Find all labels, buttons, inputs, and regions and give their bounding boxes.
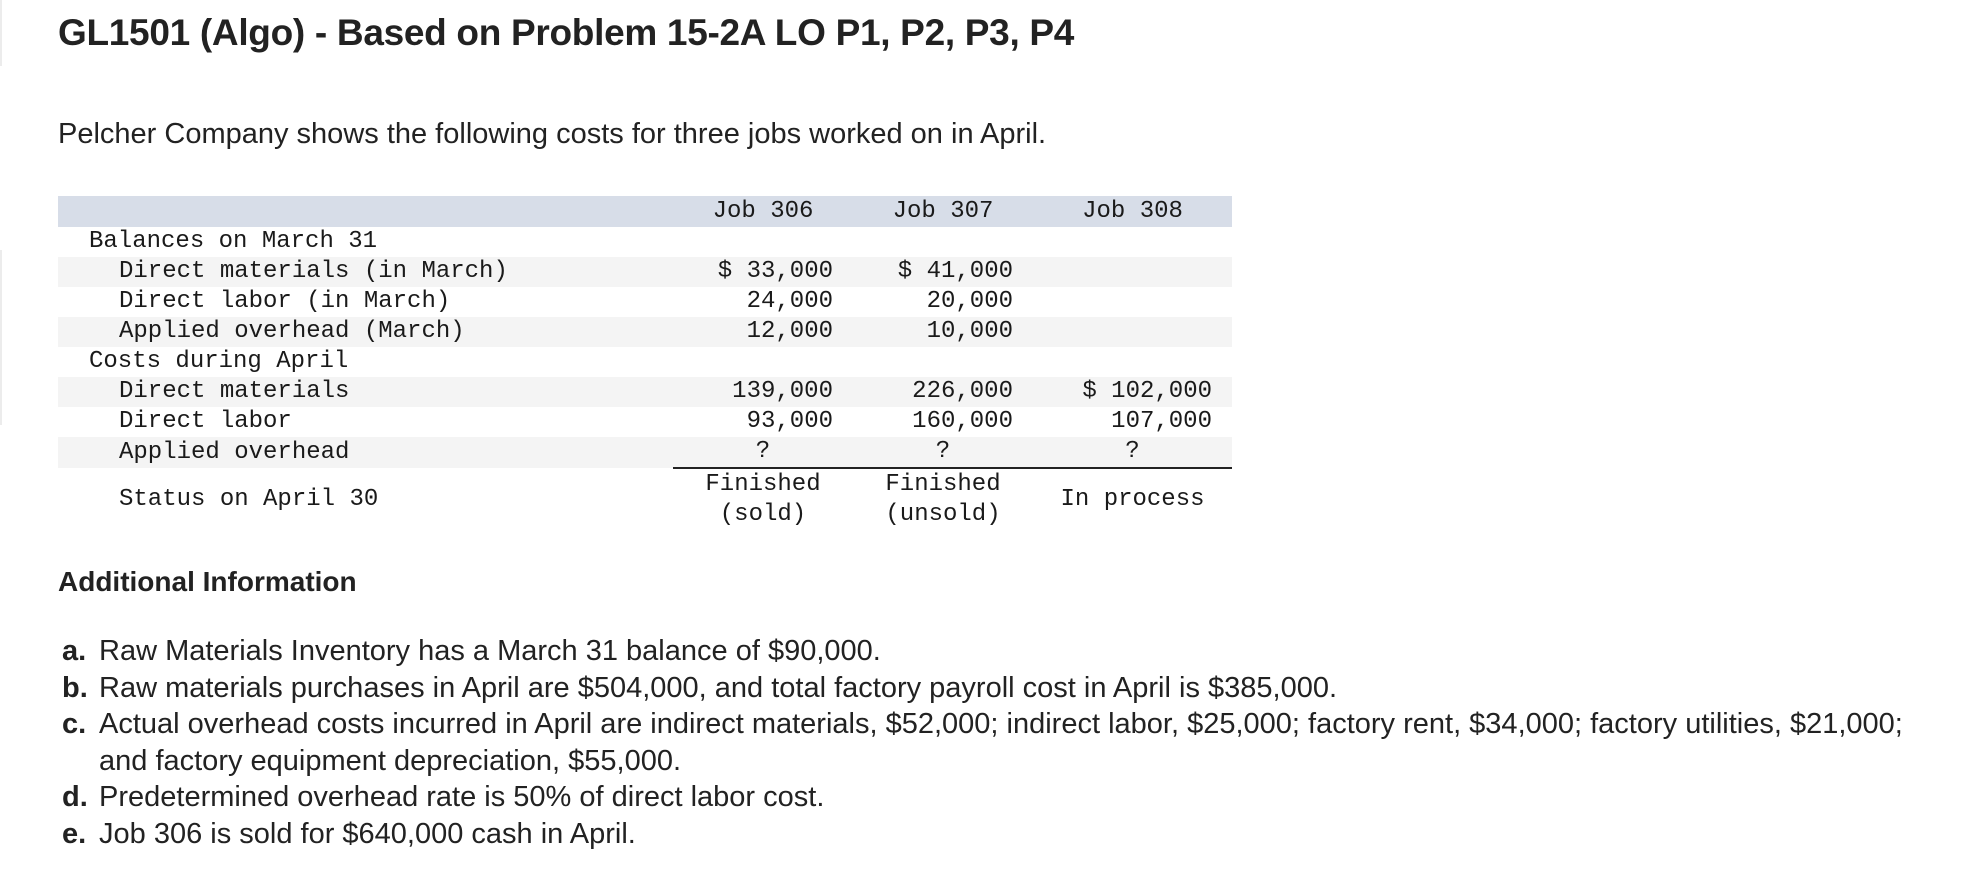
status-line: Finished bbox=[885, 471, 1001, 498]
section-row-april bbox=[58, 347, 1232, 377]
list-item bbox=[62, 670, 1942, 707]
status-line: (unsold) bbox=[885, 501, 1001, 528]
cell-value bbox=[1033, 287, 1232, 317]
job-cost-table bbox=[58, 196, 1232, 531]
additional-info-list bbox=[62, 633, 1942, 852]
item-letter: a. bbox=[62, 635, 87, 667]
cell-value: 160,000 bbox=[912, 408, 1013, 435]
table-header-row bbox=[58, 196, 1232, 227]
cell-value: $ 102,000 bbox=[1033, 377, 1232, 407]
item-text: Actual overhead costs incurred in April are indirect materials, $52,000; indirect labor, $25,000; factory rent, $34,000; factory utilities, $21,000; and factory equipment depreciation, $55,000. bbox=[99, 708, 1903, 777]
left-margin-rule bbox=[0, 0, 2, 66]
cell-value: ? bbox=[853, 437, 1033, 468]
header-blank-cell bbox=[58, 196, 673, 227]
item-letter: d. bbox=[62, 781, 88, 813]
row-label: Applied overhead (March) bbox=[58, 317, 673, 347]
section-label-balances: Balances on March 31 bbox=[89, 228, 378, 255]
item-letter: e. bbox=[62, 817, 87, 850]
row-label: Status on April 30 bbox=[58, 468, 673, 531]
additional-info-heading: Additional Information bbox=[58, 566, 357, 597]
table-row bbox=[58, 437, 1232, 468]
cell-value: $ 41,000 bbox=[853, 257, 1033, 287]
item-letter: b. bbox=[62, 671, 88, 704]
table-row bbox=[58, 317, 1232, 347]
header-job-306: Job 306 bbox=[673, 196, 853, 227]
cell-value: 10,000 bbox=[853, 317, 1033, 347]
item-text: Raw materials purchases in April are $504,000, and total factory payroll cost in April is $385,000. bbox=[99, 671, 1338, 704]
row-label: Direct materials (in March) bbox=[58, 257, 673, 287]
table-row bbox=[58, 377, 1232, 407]
cell-value bbox=[1033, 317, 1232, 347]
row-label: Applied overhead bbox=[58, 437, 673, 468]
left-margin-rule bbox=[0, 250, 2, 425]
row-label: Direct labor bbox=[119, 408, 292, 435]
list-item bbox=[62, 706, 1942, 779]
status-cell-job-308 bbox=[1033, 468, 1232, 531]
cell-value: 24,000 bbox=[746, 288, 833, 315]
cell-value: 226,000 bbox=[853, 377, 1033, 407]
item-text: Predetermined overhead rate is 50% of direct labor cost. bbox=[99, 781, 825, 813]
header-job-307: Job 307 bbox=[853, 196, 1033, 227]
list-item bbox=[62, 633, 1942, 670]
cell-value: ? bbox=[1033, 437, 1232, 468]
cell-value: $ 33,000 bbox=[673, 257, 853, 287]
cell-value: 107,000 bbox=[1111, 408, 1212, 435]
cell-value bbox=[1033, 257, 1232, 287]
table-row bbox=[58, 257, 1232, 287]
list-item bbox=[62, 816, 1942, 853]
section-label-april: Costs during April bbox=[89, 348, 349, 375]
row-label: Direct labor (in March) bbox=[119, 288, 451, 315]
status-row bbox=[58, 468, 1232, 531]
page-title: GL1501 (Algo) - Based on Problem 15-2A LO P1, P2, P3, P4 bbox=[58, 12, 1075, 53]
status-cell-job-307 bbox=[853, 468, 1033, 531]
cell-value: 20,000 bbox=[926, 288, 1013, 315]
table-row bbox=[58, 407, 1232, 437]
problem-intro: Pelcher Company shows the following costs for three jobs worked on in April. bbox=[58, 118, 1047, 150]
item-letter: c. bbox=[62, 708, 87, 740]
status-cell-job-306 bbox=[673, 468, 853, 531]
item-text: Raw Materials Inventory has a March 31 balance of $90,000. bbox=[99, 635, 881, 667]
cell-value: 12,000 bbox=[673, 317, 853, 347]
list-item bbox=[62, 779, 1942, 816]
status-line: Finished bbox=[705, 471, 821, 498]
status-line: (sold) bbox=[719, 501, 807, 528]
section-row-balances bbox=[58, 227, 1232, 257]
row-label: Direct materials bbox=[58, 377, 673, 407]
cell-value: ? bbox=[673, 437, 853, 468]
status-line: In process bbox=[1060, 486, 1205, 513]
table-row bbox=[58, 287, 1232, 317]
header-job-308: Job 308 bbox=[1033, 196, 1232, 227]
item-text: Job 306 is sold for $640,000 cash in April. bbox=[99, 817, 636, 850]
cell-value: 93,000 bbox=[746, 408, 833, 435]
cell-value: 139,000 bbox=[673, 377, 853, 407]
